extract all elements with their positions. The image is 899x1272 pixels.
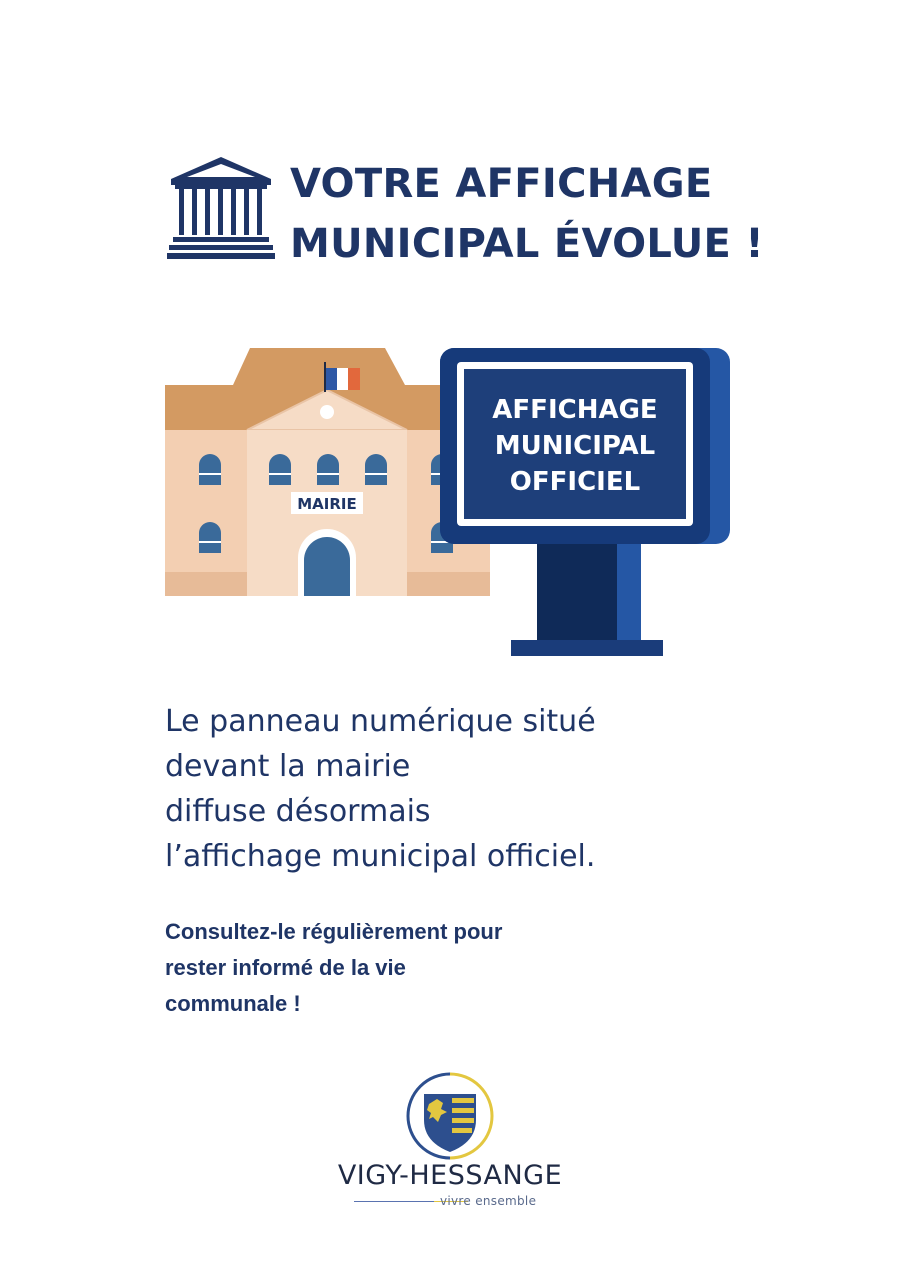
page-title-line-2: MUNICIPAL ÉVOLUE ! — [290, 221, 764, 267]
panel-text-line-1: AFFICHAGE — [492, 395, 658, 425]
tagline-row — [340, 1194, 580, 1210]
lead-text-line-1: Le panneau numérique situé — [165, 704, 596, 739]
lead-text-line-4: l’affichage municipal officiel. — [165, 839, 596, 874]
lead-text-line-2: devant la mairie — [165, 749, 411, 784]
town-hall-illustration — [165, 340, 735, 660]
page-title-line-1: VOTRE AFFICHAGE — [290, 161, 713, 207]
tagline-divider — [354, 1201, 434, 1202]
coat-of-arms-icon — [402, 1068, 498, 1164]
building-columns-icon — [167, 155, 275, 261]
panel-text-line-2: MUNICIPAL — [494, 431, 656, 461]
commune-name: VIGY-HESSANGE — [337, 1160, 563, 1191]
commune-tagline: vivre ensemble — [440, 1194, 537, 1208]
lead-text-line-3: diffuse désormais — [165, 794, 431, 829]
cta-text-line-2: rester informé de la vie — [165, 955, 406, 980]
cta-text-line-3: communale ! — [165, 991, 301, 1016]
building-sign-label: MAIRIE — [297, 495, 357, 513]
panel-text-line-3: OFFICIEL — [509, 467, 641, 497]
digital-display-panel — [440, 348, 730, 656]
cta-text-line-1: Consultez-le régulièrement pour — [165, 919, 503, 944]
